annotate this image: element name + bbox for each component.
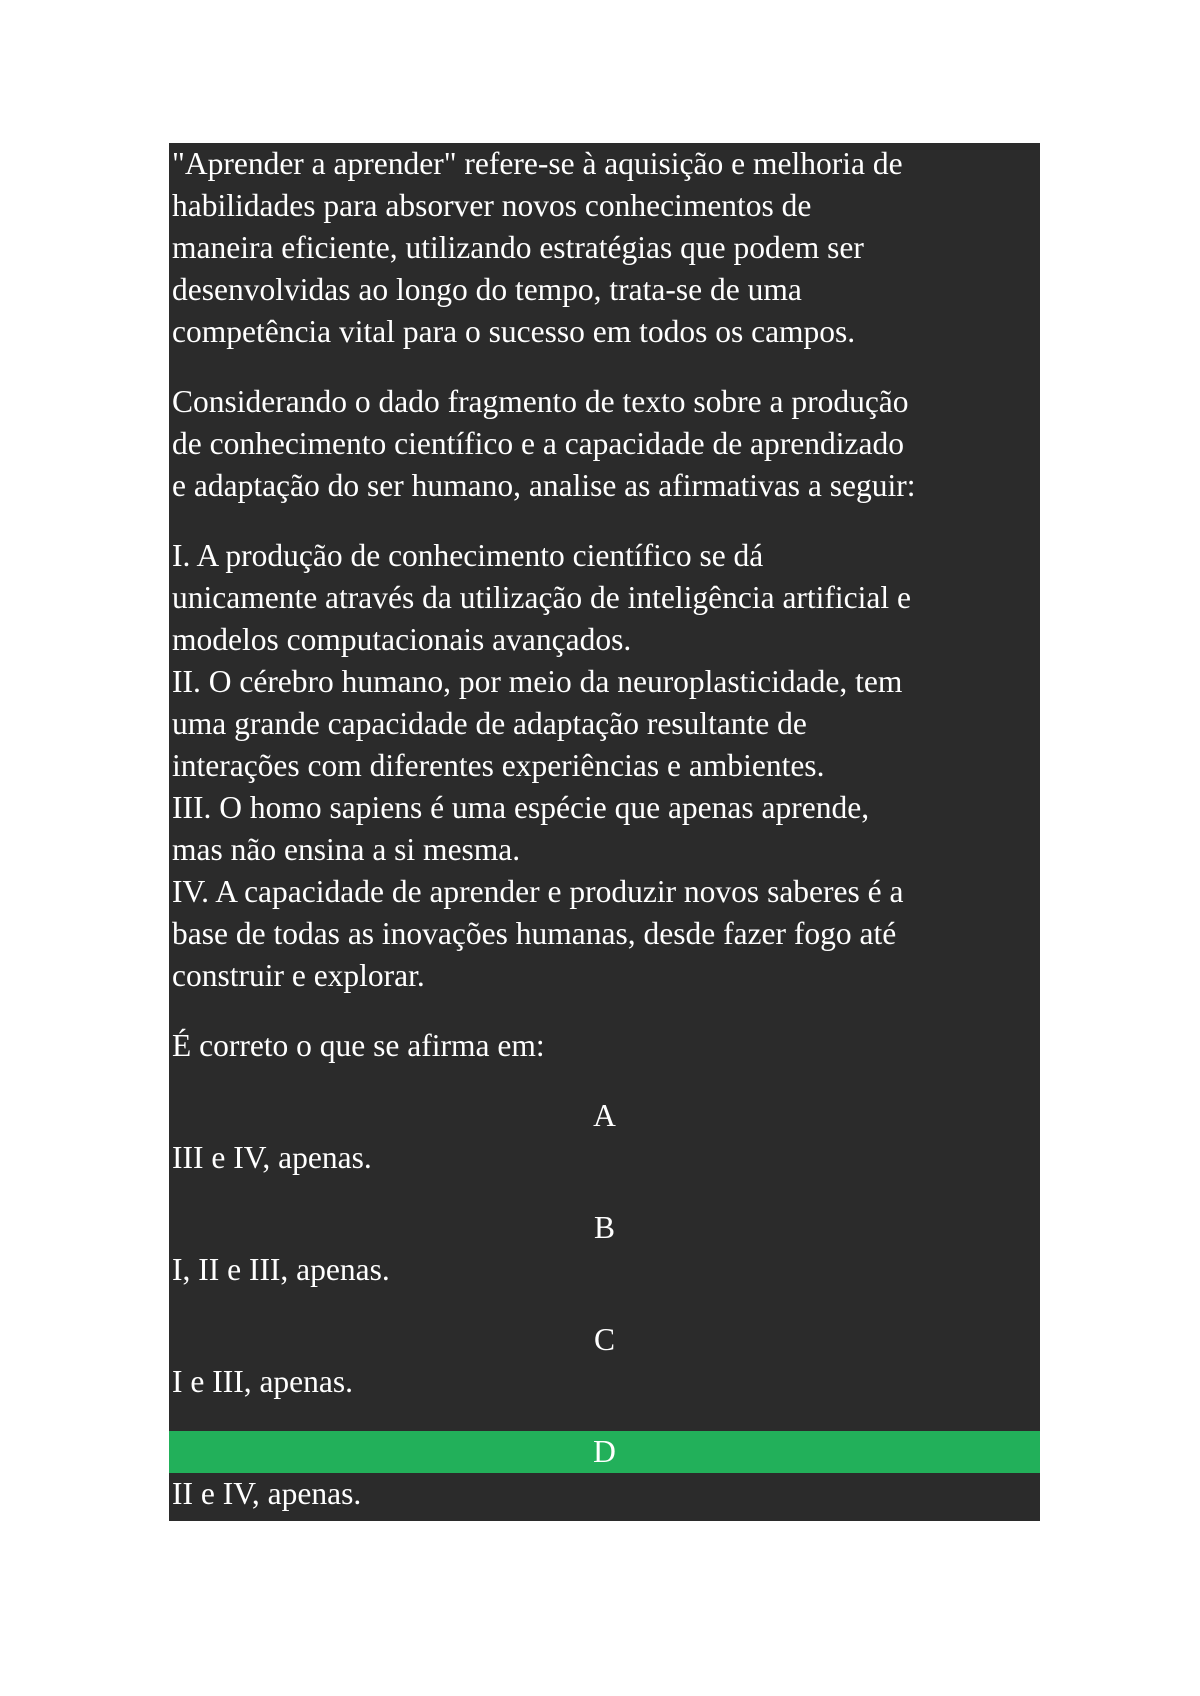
option-b[interactable] <box>172 1207 1040 1291</box>
option-letter[interactable]: A <box>593 1098 616 1133</box>
spacer <box>172 997 1040 1025</box>
option-text[interactable]: I e III, apenas. <box>172 1364 354 1399</box>
spacer <box>172 1179 1040 1207</box>
spacer <box>172 353 1040 381</box>
statement-item: III. O homo sapiens é uma espécie que apenas aprende, mas não ensina a si mesma. <box>172 790 870 867</box>
statement-item: II. O cérebro humano, por meio da neuroplasticidade, tem uma grande capacidade de adaptação resultante de interações com diferentes experiências e ambientes. <box>172 664 903 783</box>
option-d[interactable] <box>172 1431 1040 1515</box>
statement-item: I. A produção de conhecimento científico se dá unicamente através da utilização de inteligência artificial e modelos computacionais avançados. <box>172 538 911 657</box>
question-panel <box>169 143 1040 1521</box>
context-paragraph: Considerando o dado fragmento de texto sobre a produção de conhecimento científico e a capacidade de aprendizado e adaptação do ser humano, analise as afirmativas a seguir: <box>172 384 916 503</box>
option-text[interactable]: II e IV, apenas. <box>172 1476 362 1511</box>
spacer <box>172 507 1040 535</box>
answer-options <box>172 1095 1040 1515</box>
option-text[interactable]: I, II e III, apenas. <box>172 1252 390 1287</box>
spacer <box>172 1403 1040 1431</box>
option-text[interactable]: III e IV, apenas. <box>172 1140 372 1175</box>
option-letter[interactable]: B <box>593 1210 615 1245</box>
intro-paragraph: "Aprender a aprender" refere-se à aquisição e melhoria de habilidades para absorver novos conhecimentos de maneira eficiente, utilizando estratégias que podem ser desenvolvidas ao longo do tempo, trata-se de uma competência vital para o sucesso em todos os campos. <box>172 146 903 349</box>
option-letter[interactable]: C <box>593 1322 615 1357</box>
statement-item: IV. A capacidade de aprender e produzir novos saberes é a base de todas as inovações humanas, desde fazer fogo até construir e explorar. <box>172 874 904 993</box>
option-c[interactable] <box>172 1319 1040 1403</box>
option-a[interactable] <box>172 1095 1040 1179</box>
statements-list <box>172 535 1040 997</box>
spacer <box>172 1067 1040 1095</box>
spacer <box>172 1291 1040 1319</box>
option-letter-selected[interactable]: D <box>169 1431 1040 1473</box>
question-prompt: É correto o que se afirma em: <box>172 1028 545 1063</box>
